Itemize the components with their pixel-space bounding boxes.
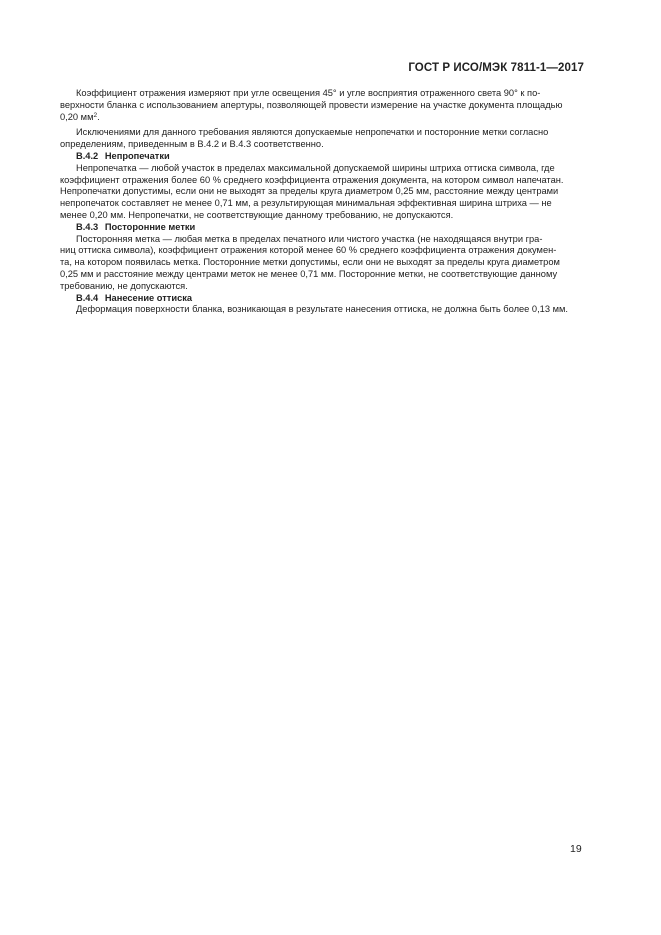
text-line: Непропечатка — любой участок в пределах максимальной допускаемой ширины штриха оттиска символа, где <box>76 162 555 173</box>
text-line: определениям, приведенным в B.4.2 и B.4.3 соответственно. <box>60 139 324 150</box>
text-line: та, на котором появилась метка. Посторонние метки допустимы, если они не выходят за пределы круга диаметром <box>60 257 560 268</box>
text-line: Исключениями для данного требования являются допускаемые непропечатки и посторонние метки согласно <box>76 127 549 138</box>
section-number: B.4.2 <box>76 150 99 161</box>
section-number: B.4.3 <box>76 221 99 232</box>
paragraph-extraneous-marks <box>60 234 584 293</box>
text-line: верхности бланка с использованием апертуры, позволяющей провести измерение на участке документа площадью <box>60 99 563 110</box>
text-line: требованию, не допускаются. <box>60 280 188 291</box>
document-body <box>60 88 584 316</box>
section-heading-b44 <box>60 293 584 305</box>
text-line: Непропечатки допустимы, если они не выходят за пределы круга диаметром 0,25 мм, расстояние между центрами <box>60 186 559 197</box>
text-line: ниц оттиска символа), коэффициент отражения которой менее 60 % среднего коэффициента отражения докумен- <box>60 245 557 256</box>
section-heading-b42 <box>60 151 584 163</box>
text-line: непропечаток составляет не менее 0,71 мм, а результирующая минимальная эффективная ширина штриха — не <box>60 198 552 209</box>
section-number: B.4.4 <box>76 292 99 303</box>
area-value: 0,20 мм <box>60 111 94 122</box>
paragraph-imprint-deformation <box>60 304 584 316</box>
text-line: менее 0,20 мм. Непропечатки, не соответствующие данному требованию, не допускаются. <box>60 209 454 220</box>
text-line: коэффициент отражения более 60 % среднего коэффициента отражения документа, на котором символ напечатан. <box>60 174 564 185</box>
superscript: 2 <box>93 111 98 119</box>
text-line: Коэффициент отражения измеряют при угле освещения 45° и угле восприятия отраженного света 90° к по- <box>76 88 541 98</box>
punctuation: . <box>97 111 100 122</box>
text-line: 0,25 мм и расстояние между центрами меток не менее 0,71 мм. Посторонние метки, не соответствующие данному <box>60 268 558 279</box>
paragraph-exceptions <box>60 127 584 151</box>
section-title: Посторонние метки <box>104 221 196 232</box>
section-title: Непропечатки <box>104 150 170 161</box>
document-header-title: ГОСТ Р ИСО/МЭК 7811-1—2017 <box>408 62 584 74</box>
section-title: Нанесение оттиска <box>104 292 193 303</box>
text-line: Деформация поверхности бланка, возникающая в результате нанесения оттиска, не должна быть более 0,13 мм. <box>76 304 568 315</box>
paragraph-voids <box>60 163 584 222</box>
paragraph-reflectance-measurement <box>60 88 584 123</box>
section-heading-b43 <box>60 222 584 234</box>
text-line <box>60 112 584 124</box>
text-line: Посторонняя метка — любая метка в пределах печатного или чистого участка (не находящаяся внутри гра- <box>76 233 543 244</box>
page-number: 19 <box>570 843 582 855</box>
